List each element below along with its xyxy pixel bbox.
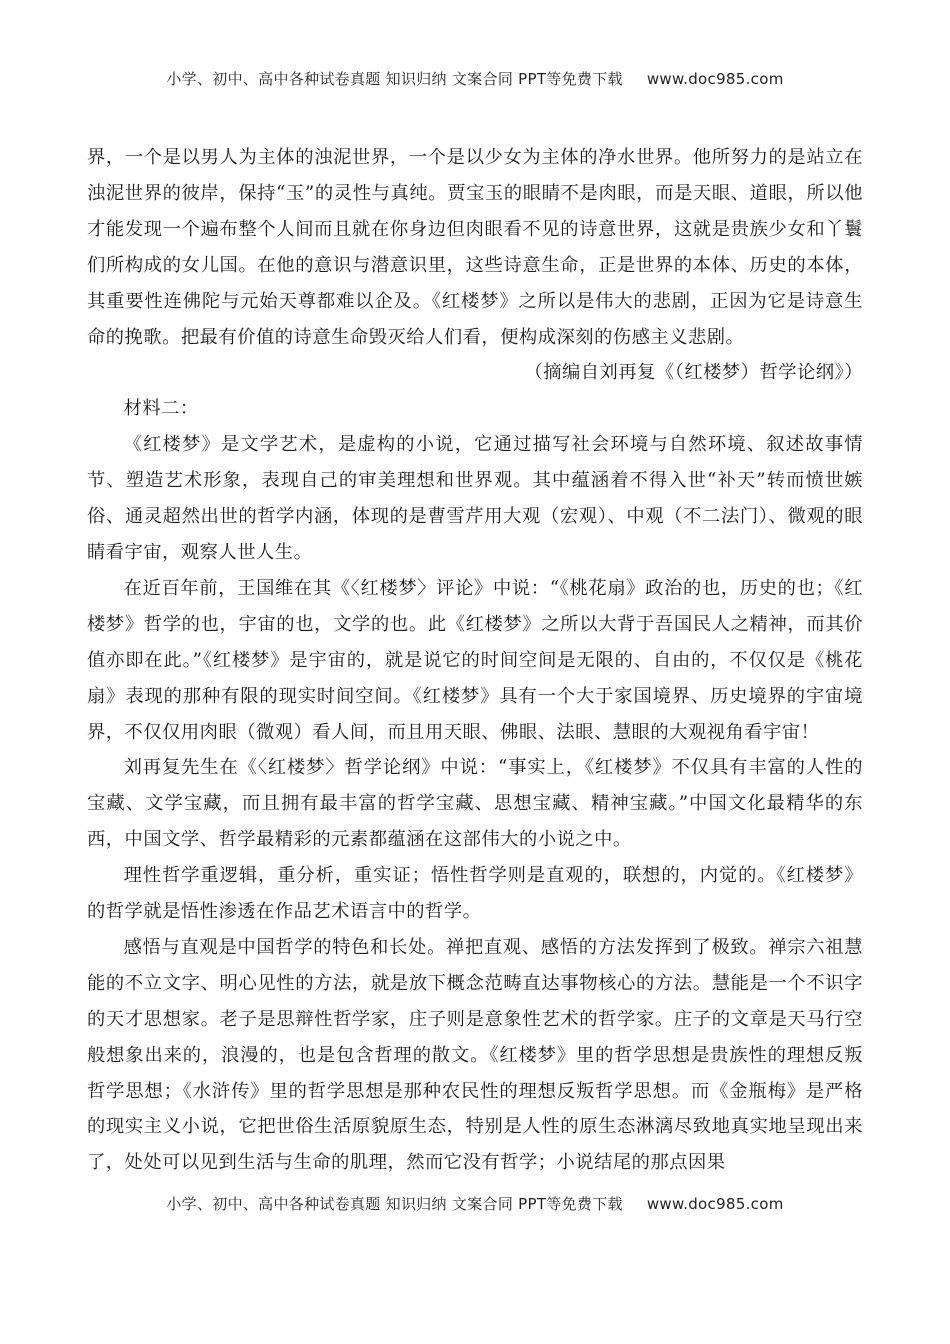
header-text: 小学、初中、高中各种试卷真题 知识归纳 文案合同 PPT等免费下载 [166,70,623,88]
page-footer [0,1193,950,1214]
paragraph: 感悟与直观是中国哲学的特色和长处。禅把直观、感悟的方法发挥到了极致。禅宗六祖慧能的不立文字、明心见性的方法，就是放下概念范畴直达事物核心的方法。慧能是一个不识字的天才思想家。老子是思辩性哲学家，庄子则是意象性艺术的哲学家。庄子的文章是天马行空般想象出来的，浪漫的，也是包含哲理的散文。《红楼梦》里的哲学思想是贵族性的理想反叛哲学思想；《水浒传》里的哲学思想是那种农民性的理想反叛哲学思想。而《金瓶梅》是严格的现实主义小说，它把世俗生活原貌原生态，特别是人性的原生态淋漓尽致地真实地呈现出来了，处处可以见到生活与生命的肌理，然而它没有哲学；小说结尾的那点因果 [87,936,863,1174]
header-site-link[interactable]: www.doc985.com [646,70,784,88]
paragraph: 《红楼梦》是文学艺术，是虚构的小说，它通过描写社会环境与自然环境、叙述故事情节、塑造艺术形象，表现自己的审美理想和世界观。其中蕴涵着不得入世“补天”转而愤世嫉俗、通灵超然出世的哲学内涵，体现的是曹雪芹用大观（宏观）、中观（不二法门）、微观的眼睛看宇宙，观察人世人生。 [87,434,863,563]
paragraph-continued: 界，一个是以男人为主体的浊泥世界，一个是以少女为主体的净水世界。他所努力的是站立在浊泥世界的彼岸，保持“玉”的灵性与真纯。贾宝玉的眼睛不是肉眼，而是天眼、道眼，所以他才能发现一个遍布整个人间而且就在你身边但肉眼看不见的诗意世界，这就是贵族少女和丫鬟们所构成的女儿国。在他的意识与潜意识里，这些诗意生命，正是世界的本体、历史的本体，其重要性连佛陀与元始天尊都难以企及。《红楼梦》之所以是伟大的悲剧，正因为它是诗意生命的挽歌。把最有价值的诗意生命毁灭给人们看，便构成深刻的伤感主义悲剧。 [87,147,863,348]
article-body [87,140,863,1181]
material-two-heading: 材料二： [123,398,199,420]
source-citation: （摘编自刘再复《（红楼梦）哲学论纲》） [524,362,863,384]
paragraph: 刘再复先生在《〈红楼梦〉哲学论纲》中说：“事实上，《红楼梦》不仅具有丰富的人性的宝藏、文学宝藏，而且拥有最丰富的哲学宝藏、思想宝藏、精神宝藏。”中国文化最精华的东西，中国文学、哲学最精彩的元素都蕴涵在这部伟大的小说之中。 [87,757,863,851]
paragraph: 在近百年前，王国维在其《〈红楼梦〉评论》中说：“《桃花扇》政治的也，历史的也；《红楼梦》哲学的也，宇宙的也，文学的也。此《红楼梦》之所以大背于吾国民人之精神，而其价值亦即在此。”《红楼梦》是宇宙的，就是说它的时间空间是无限的、自由的，不仅仅是《桃花扇》表现的那种有限的现实时间空间。《红楼梦》具有一个大于家国境界、历史境界的宇宙境界，不仅仅用肉眼（微观）看人间，而且用天眼、佛眼、法眼、慧眼的大观视角看宇宙！ [87,577,863,743]
footer-site-link[interactable]: www.doc985.com [646,1195,784,1213]
paragraph: 理性哲学重逻辑，重分析，重实证；悟性哲学则是直观的，联想的，内觉的。《红楼梦》的哲学就是悟性渗透在作品艺术语言中的哲学。 [87,865,863,923]
page-header [0,68,950,89]
footer-text: 小学、初中、高中各种试卷真题 知识归纳 文案合同 PPT等免费下载 [166,1195,623,1213]
